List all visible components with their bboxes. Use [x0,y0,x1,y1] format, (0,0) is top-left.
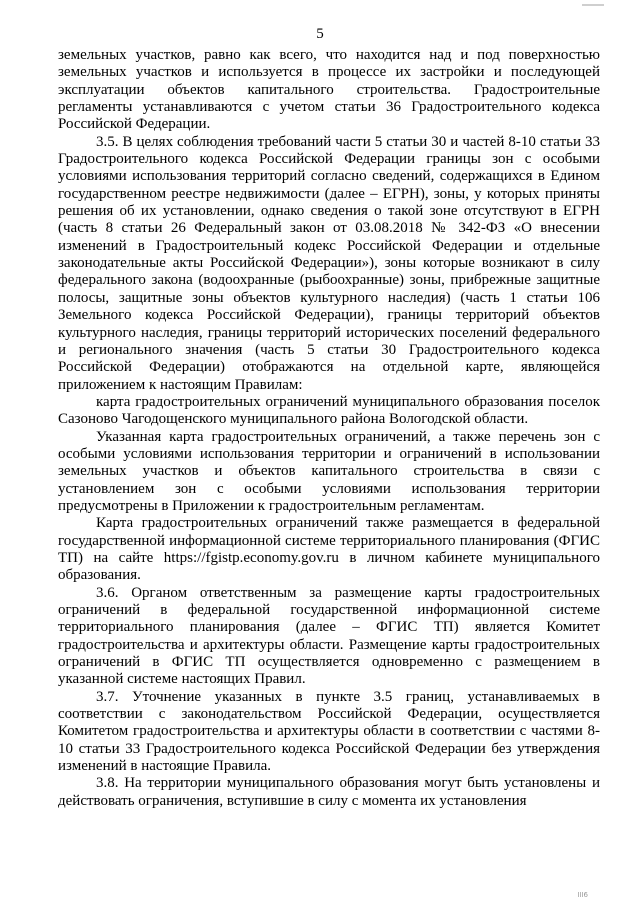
document-body [58,47,600,810]
paragraph-map-restrictions: карта градостроительных ограничений муниципального образования поселок Сазоново Чагодощенского муниципального района Вологодской области. [58,393,600,428]
page-number: 5 [316,26,324,42]
paragraph-3-5: 3.5. В целях соблюдения требований части 5 статьи 30 и частей 8-10 статьи 33 Градостроительного кодекса Российской Федерации границы зон с особыми условиями использования территорий согласно сведений, содержащихся в Едином государственном реестре недвижимости (далее – ЕГРН), зоны, у которых приняты решения об их установлении, однако сведения о такой зоне отсутствуют в ЕГРН (часть 8 статьи 26 Федеральный закон от 03.08.2018 № 342-ФЗ «О внесении изменений в Градостроительный кодекс Российской Федерации и отдельные законодательные акты Российской Федерации»), зоны которые возникают в силу федерального закона (водоохранные (рыбоохранные) зоны, прибрежные защитные полосы, защитные зоны объектов культурного наследия) (часть 1 статьи 106 Земельного кодекса Российской Федерации), границы территорий объектов культурного наследия, границы территорий исторических поселений федерального и регионального значения (часть 5 статьи 30 Градостроительного кодекса Российской Федерации) отображаются на отдельной карте, являющейся приложением к настоящим Правилам: [58,133,600,393]
scan-artifact-top [582,4,604,6]
scan-artifact-bottom: III6 [577,891,588,899]
paragraph-3-7: 3.7. Уточнение указанных в пункте 3.5 границ, устанавливаемых в соответствии с законодательством Российской Федерации, осуществляется Комитетом градостроительства и архитектуры области в соответствии с частями 8-10 статьи 33 Градостроительного кодекса Российской Федерации без утверждения изменений в настоящие Правила. [58,688,600,775]
paragraph-map-list: Указанная карта градостроительных ограничений, а также перечень зон с особыми условиями использования территории и ограничений в использовании земельных участков и объектов капитального строительства в связи с установлением зон с особыми условиями использования территории предусмотрены в Приложении к градостроительным регламентам. [58,428,600,514]
paragraph-3-6: 3.6. Органом ответственным за размещение карты градостроительных ограничений в федеральной государственной информационной системе территориального планирования (далее – ФГИС ТП) является Комитет градостроительства и архитектуры области. Размещение карты градостроительных ограничений в ФГИС ТП осуществляется одновременно с размещением в указанной системе настоящих Правил. [58,584,600,688]
paragraph-continuation: земельных участков, равно как всего, что находится над и под поверхностью земельных участков и используется в процессе их застройки и последующей эксплуатации объектов капитального строительства. Градостроительные регламенты устанавливаются с учетом статьи 36 Градостроительного кодекса Российской Федерации. [58,47,600,133]
paragraph-fgis-placement: Карта градостроительных ограничений также размещается в федеральной государственной информационной системе территориального планирования (ФГИС ТП) на сайте https://fgistp.economy.gov.ru в личном кабинете муниципального образования. [58,515,600,584]
paragraph-3-8: 3.8. На территории муниципального образования могут быть установлены и действовать ограничения, вступившие в силу с момента их установления [58,775,600,809]
